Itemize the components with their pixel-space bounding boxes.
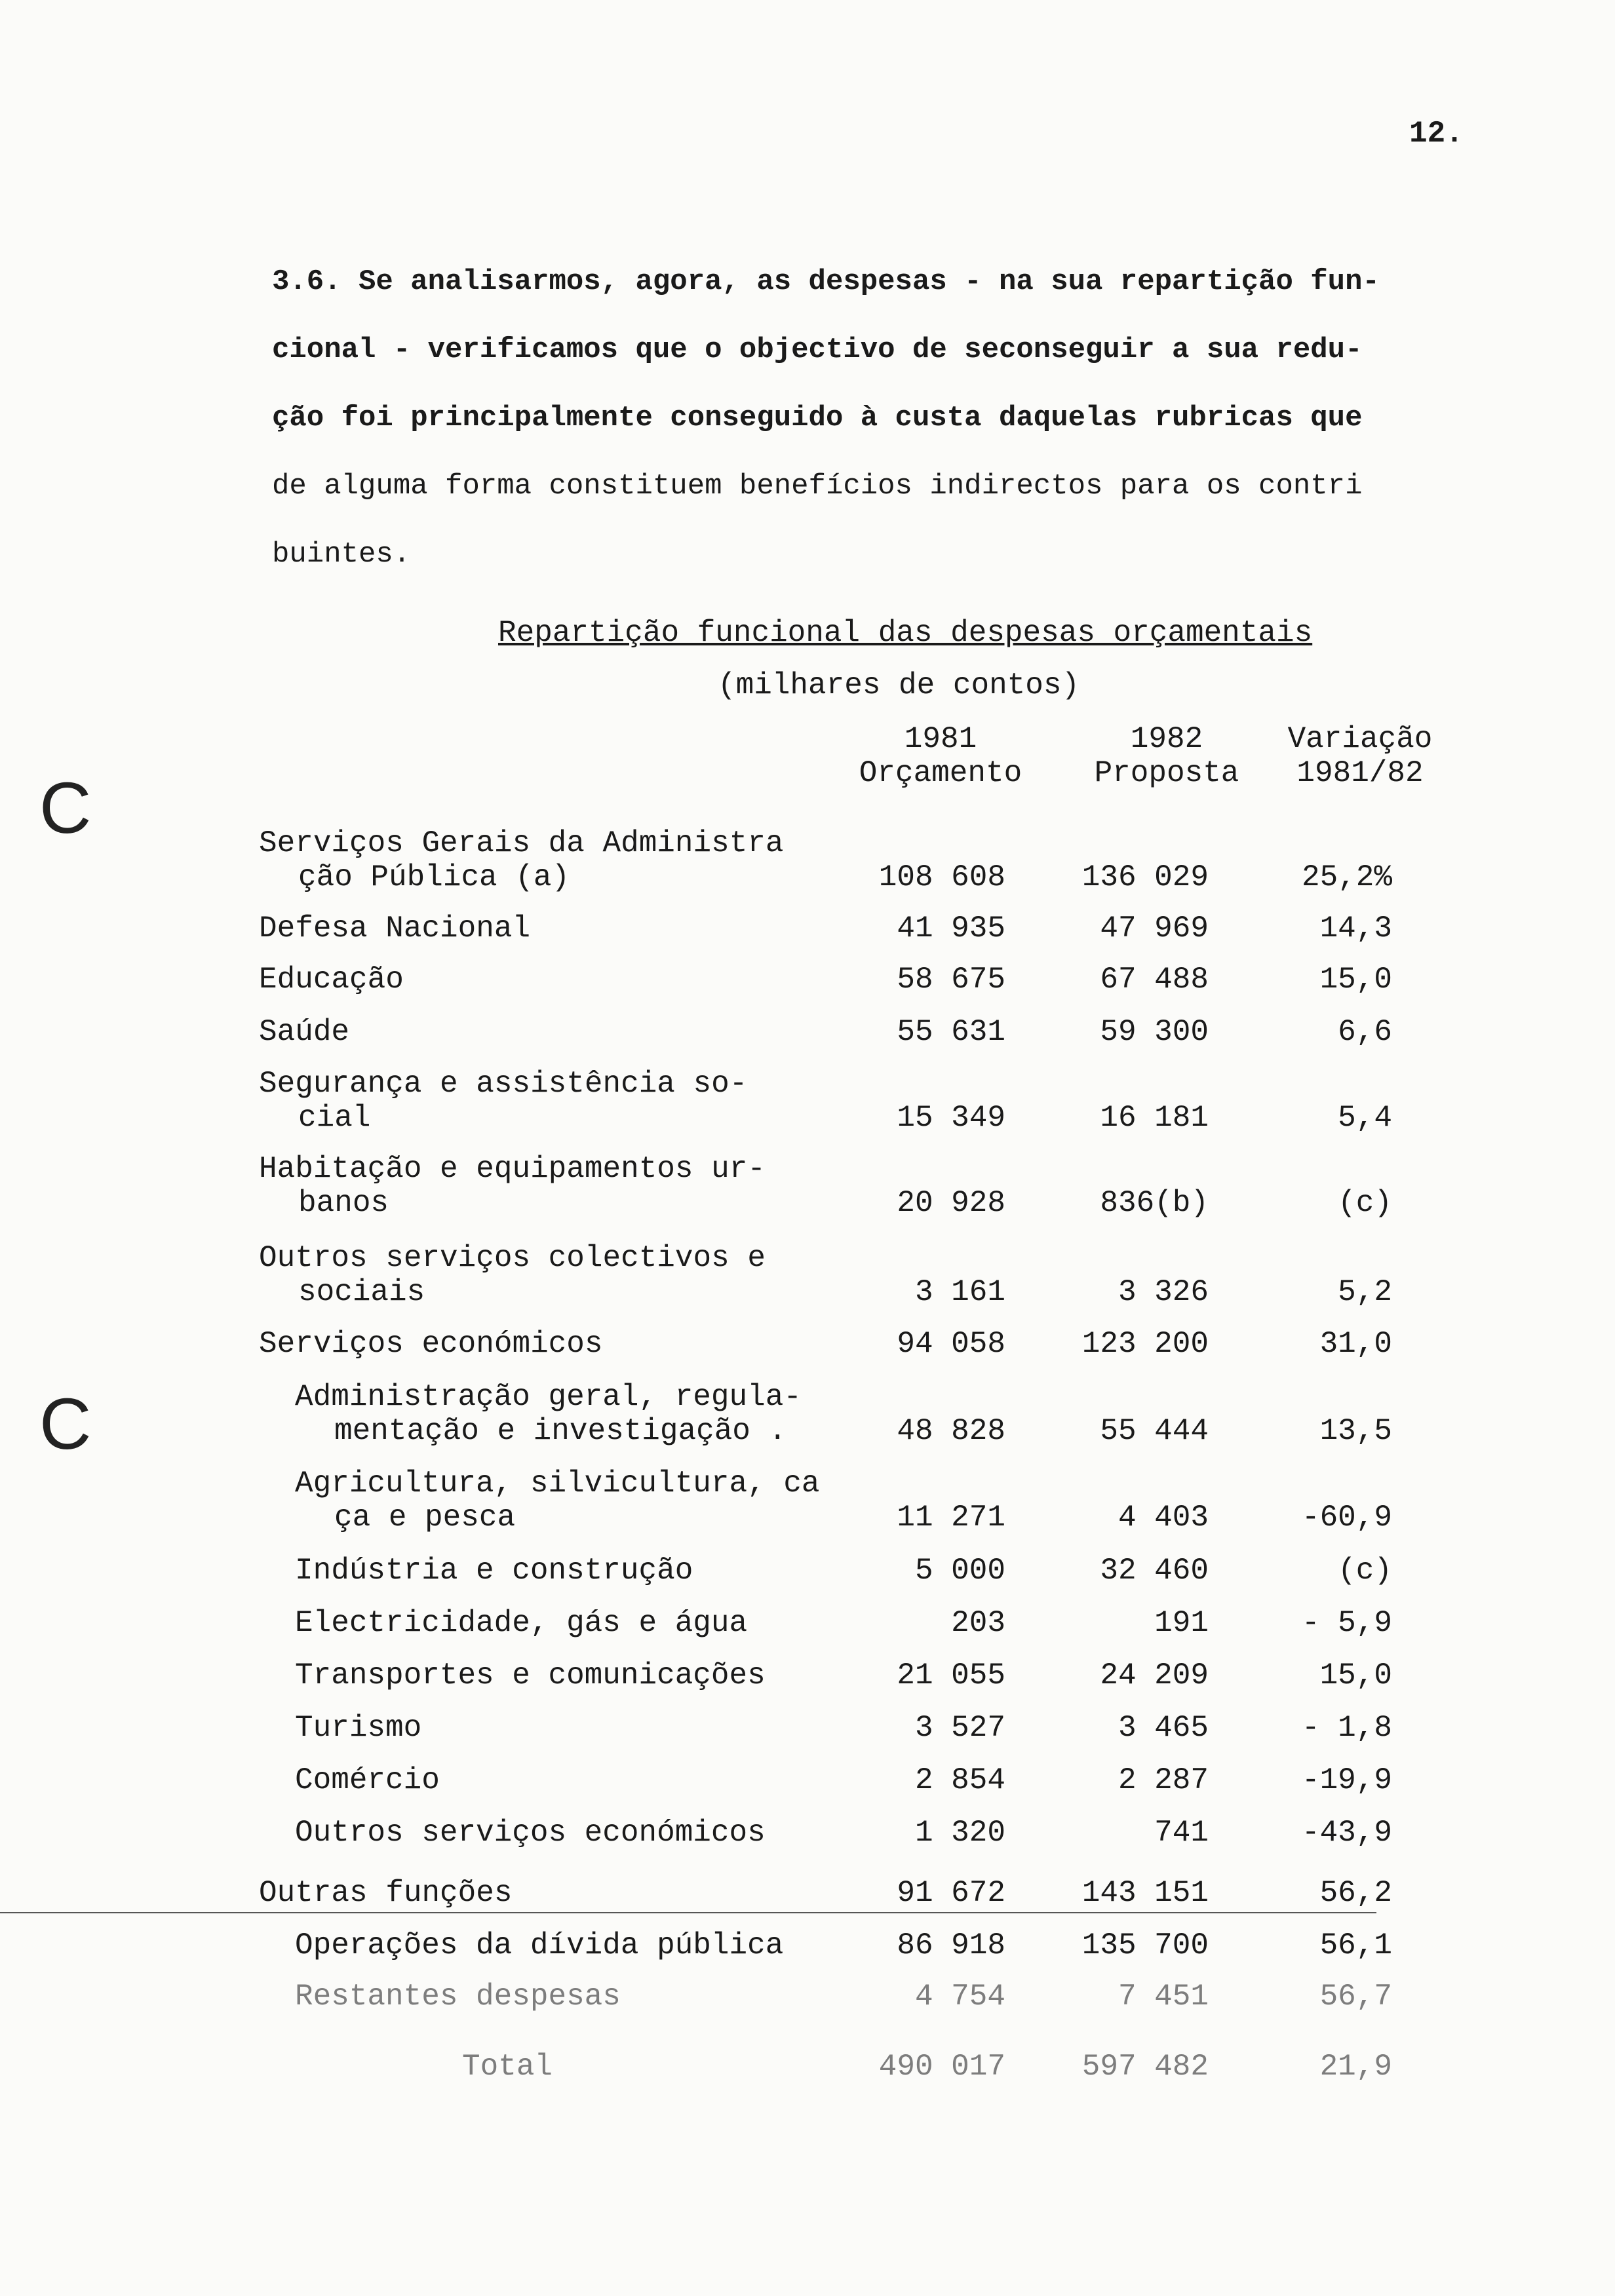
value-1982: 16 181	[1100, 1101, 1209, 1135]
value-1981: 3 527	[914, 1711, 1005, 1745]
row-label	[295, 1466, 820, 1535]
paragraph-line: ção foi principalmente conseguido à custa daquelas rubricas que	[272, 402, 1363, 434]
paragraph-line: 3.6. Se analisarmos, agora, as despesas - na sua repartição fun-	[272, 265, 1380, 298]
row-label: Operações da dívida pública	[295, 1928, 784, 1962]
value-1982: 4 403	[1118, 1501, 1209, 1535]
total-label: Total	[462, 2050, 553, 2084]
table-row	[0, 1548, 1615, 1588]
table-row	[0, 1241, 1615, 1309]
paragraph-line: de alguma forma constituem benefícios indirectos para os contri	[272, 470, 1363, 503]
column-period: 1981/82	[1296, 756, 1424, 790]
value-1982: 191	[1154, 1606, 1209, 1640]
row-label	[259, 1067, 747, 1135]
table-row	[0, 1758, 1615, 1797]
row-label: Outros serviços económicos	[295, 1816, 766, 1850]
table-row	[0, 1322, 1615, 1361]
column-label: Orçamento	[859, 756, 1022, 790]
table-row	[0, 1380, 1615, 1448]
row-label: Turismo	[295, 1711, 422, 1745]
value-1981: 94 058	[897, 1327, 1005, 1361]
value-1982: 3 465	[1118, 1711, 1209, 1745]
row-label	[295, 1380, 802, 1448]
table-row	[0, 1653, 1615, 1693]
value-variation: 14,3	[1319, 911, 1392, 946]
row-label: Educação	[259, 963, 404, 997]
value-1981: 108 608	[878, 860, 1005, 894]
row-label-line: Serviços Gerais da Administra	[259, 826, 784, 860]
row-label-line: ça e pesca	[334, 1501, 516, 1535]
value-1981: 1 320	[914, 1816, 1005, 1850]
value-1981: 48 828	[897, 1414, 1005, 1448]
row-label: Outras funções	[259, 1876, 513, 1910]
value-variation: (c)	[1338, 1554, 1392, 1588]
value-1981: 3 161	[914, 1275, 1005, 1309]
row-label-line: Outros serviços colectivos e	[259, 1241, 766, 1275]
table-row	[0, 1871, 1615, 1910]
row-label	[259, 826, 784, 894]
value-variation: - 5,9	[1301, 1606, 1392, 1640]
table-row	[0, 1810, 1615, 1850]
total-1982: 597 482	[1081, 2050, 1209, 2084]
row-label-line: banos	[298, 1186, 389, 1220]
row-label: Electricidade, gás e água	[295, 1606, 748, 1640]
row-label: Indústria e construção	[295, 1554, 693, 1588]
value-variation: -19,9	[1301, 1763, 1392, 1797]
value-1981: 20 928	[897, 1186, 1005, 1220]
row-label-line: Agricultura, silvicultura, ca	[295, 1466, 820, 1501]
value-1981: 21 055	[897, 1658, 1005, 1693]
table-total-row	[0, 2044, 1615, 2084]
value-variation: -60,9	[1301, 1501, 1392, 1535]
value-variation: - 1,8	[1301, 1711, 1392, 1745]
table-row	[0, 1152, 1615, 1220]
paragraph-line: buintes.	[272, 538, 411, 571]
row-label-line: cial	[298, 1101, 371, 1135]
row-label: Comércio	[295, 1763, 440, 1797]
value-variation: (c)	[1338, 1186, 1392, 1220]
row-label	[259, 1241, 766, 1309]
row-label: Transportes e comunicações	[295, 1658, 766, 1693]
row-label-line: ção Pública (a)	[298, 860, 570, 894]
column-label: Proposta	[1094, 756, 1239, 790]
column-label: Variação	[1287, 722, 1433, 756]
paragraph-line: cional - verificamos que o objectivo de seconseguir a sua redu-	[272, 334, 1363, 366]
row-label: Serviços económicos	[259, 1327, 603, 1361]
value-1981: 4 754	[914, 1980, 1005, 2014]
value-1981: 2 854	[914, 1763, 1005, 1797]
value-1982: 7 451	[1118, 1980, 1209, 2014]
value-1982: 67 488	[1100, 963, 1209, 997]
total-1981: 490 017	[878, 2050, 1005, 2084]
column-year: 1981	[904, 722, 977, 756]
value-1982: 3 326	[1118, 1275, 1209, 1309]
row-label-line: Segurança e assistência so-	[259, 1067, 748, 1101]
value-1981: 15 349	[897, 1101, 1005, 1135]
page-number: 12.	[1409, 117, 1464, 151]
row-label-line: Habitação e equipamentos ur-	[259, 1152, 766, 1186]
value-1982: 55 444	[1100, 1414, 1209, 1448]
value-1981: 203	[951, 1606, 1005, 1640]
table-row	[0, 957, 1615, 997]
value-1982: 143 151	[1081, 1876, 1209, 1910]
value-1982: 32 460	[1100, 1554, 1209, 1588]
column-year: 1982	[1130, 722, 1203, 756]
value-1982: 135 700	[1081, 1928, 1209, 1962]
table-row	[0, 826, 1615, 894]
value-1982: 836(b)	[1100, 1186, 1209, 1220]
margin-mark: C	[39, 768, 92, 849]
table-row	[0, 1067, 1615, 1135]
table-row	[0, 906, 1615, 946]
value-variation: 56,2	[1319, 1876, 1392, 1910]
value-variation: 13,5	[1319, 1414, 1392, 1448]
value-1982: 59 300	[1100, 1015, 1209, 1049]
table-row	[0, 1923, 1615, 1962]
value-variation: 25,2%	[1301, 860, 1392, 894]
table-row	[0, 1706, 1615, 1745]
value-1981: 55 631	[897, 1015, 1005, 1049]
value-variation: 31,0	[1319, 1327, 1392, 1361]
row-label: Restantes despesas	[295, 1980, 621, 2014]
column-header-1982	[1081, 722, 1252, 790]
value-1981: 91 672	[897, 1876, 1005, 1910]
value-variation: 56,7	[1319, 1980, 1392, 2014]
table-row	[0, 1010, 1615, 1049]
value-variation: 5,4	[1338, 1101, 1392, 1135]
value-variation: 15,0	[1319, 1658, 1392, 1693]
value-1982: 47 969	[1100, 911, 1209, 946]
value-variation: 6,6	[1338, 1015, 1392, 1049]
total-variation: 21,9	[1319, 2050, 1392, 2084]
value-1982: 136 029	[1081, 860, 1209, 894]
margin-mark: C	[39, 1384, 92, 1464]
value-1981: 86 918	[897, 1928, 1005, 1962]
value-variation: 5,2	[1338, 1275, 1392, 1309]
value-1981: 58 675	[897, 963, 1005, 997]
value-variation: 15,0	[1319, 963, 1392, 997]
row-label: Defesa Nacional	[259, 911, 531, 946]
section-paragraph	[272, 248, 1537, 588]
row-label-line: Administração geral, regula-	[295, 1380, 802, 1414]
value-variation: 56,1	[1319, 1928, 1392, 1962]
value-1982: 2 287	[1118, 1763, 1209, 1797]
section-rule	[0, 1912, 1376, 1913]
column-header-variation	[1268, 722, 1452, 790]
column-header-1981	[846, 722, 1036, 790]
value-1982: 123 200	[1081, 1327, 1209, 1361]
row-label-line: mentação e investigação .	[334, 1414, 787, 1448]
value-1981: 11 271	[897, 1501, 1005, 1535]
table-title: Repartição funcional das despesas orçamentais	[498, 616, 1313, 650]
table-row	[0, 1974, 1615, 2014]
value-1982: 24 209	[1100, 1658, 1209, 1693]
row-label-line: sociais	[298, 1275, 425, 1309]
table-row	[0, 1601, 1615, 1640]
value-1981: 41 935	[897, 911, 1005, 946]
value-1982: 741	[1154, 1816, 1209, 1850]
table-row	[0, 1466, 1615, 1535]
row-label	[259, 1152, 766, 1220]
table-unit: (milhares de contos)	[718, 668, 1080, 702]
value-variation: -43,9	[1301, 1816, 1392, 1850]
value-1981: 5 000	[914, 1554, 1005, 1588]
row-label: Saúde	[259, 1015, 350, 1049]
